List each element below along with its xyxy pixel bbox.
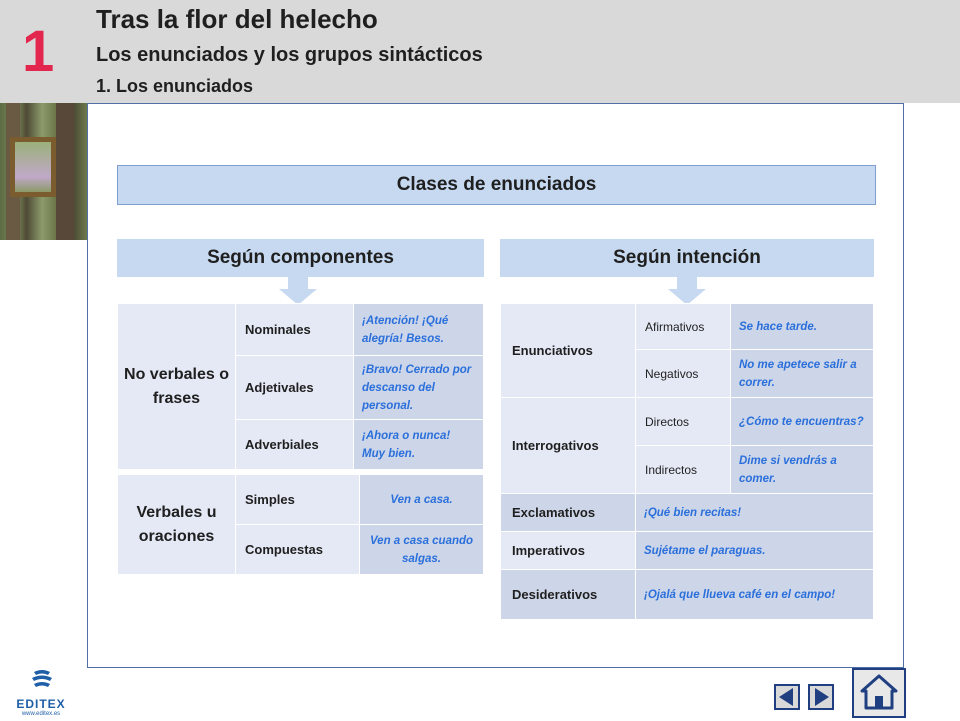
next-button[interactable] [808,684,834,710]
table-row [501,494,874,532]
table-row [118,475,484,525]
type-cell: Enunciativos [501,304,636,398]
table-row [501,304,874,350]
header [0,0,960,103]
table-row [501,398,874,446]
left-heading: Según componentes [117,239,484,277]
example-cell: ¡Atención! ¡Qué alegría! Besos. [354,304,484,356]
type-cell: Simples [236,475,360,525]
diagram-title: Clases de enunciados [117,165,876,205]
type-cell: Nominales [236,304,354,356]
type-cell: Adjetivales [236,356,354,420]
type-cell: Desiderativos [501,570,636,620]
type-cell: Exclamativos [501,494,636,532]
fern-photo [0,103,88,240]
section-title: 1. Los enunciados [96,76,254,96]
example-cell: Sujétame el paraguas. [636,532,874,570]
page-title: Tras la flor del helecho [96,4,378,34]
editex-website: www.editex.es [21,711,61,717]
example-cell: No me apetece salir a correr. [731,350,874,398]
type-cell: Interrogativos [501,398,636,494]
components-table-non-verbal [117,303,484,470]
editex-logo-icon [12,668,70,692]
subtype-cell: Directos [636,398,731,446]
example-cell: Ven a casa cuando salgas. [360,525,484,575]
editex-logo [12,668,70,717]
home-icon [854,670,904,716]
example-cell: ¡Bravo! Cerrado por descanso del personal. [354,356,484,420]
example-cell: ¡Qué bien recitas! [636,494,874,532]
components-table-verbal [117,474,484,575]
subtype-cell: Negativos [636,350,731,398]
intention-table [500,303,874,620]
group-label: No verbales o frases [118,304,236,470]
editex-brand: EDITEX [16,697,66,711]
subtype-cell: Afirmativos [636,304,731,350]
triangle-right-icon [810,686,832,708]
table-row [501,532,874,570]
example-cell: Se hace tarde. [731,304,874,350]
type-cell: Compuestas [236,525,360,575]
previous-button[interactable] [774,684,800,710]
example-cell: ¡Ahora o nunca! Muy bien. [354,420,484,470]
example-cell: ¡Ojalá que llueva café en el campo! [636,570,874,620]
down-arrow-icon [668,277,706,305]
example-cell: ¿Cómo te encuentras? [731,398,874,446]
type-cell: Adverbiales [236,420,354,470]
type-cell: Imperativos [501,532,636,570]
down-arrow-icon [279,277,317,305]
table-row [501,570,874,620]
triangle-left-icon [776,686,798,708]
subtype-cell: Indirectos [636,446,731,494]
example-cell: Dime si vendrás a comer. [731,446,874,494]
home-button[interactable] [852,668,906,718]
right-heading: Según intención [500,239,874,277]
chapter-number: 1 [22,19,55,84]
table-row [118,304,484,356]
page-subtitle: Los enunciados y los grupos sintácticos [96,44,483,66]
example-cell: Ven a casa. [360,475,484,525]
group-label: Verbales u oraciones [118,475,236,575]
